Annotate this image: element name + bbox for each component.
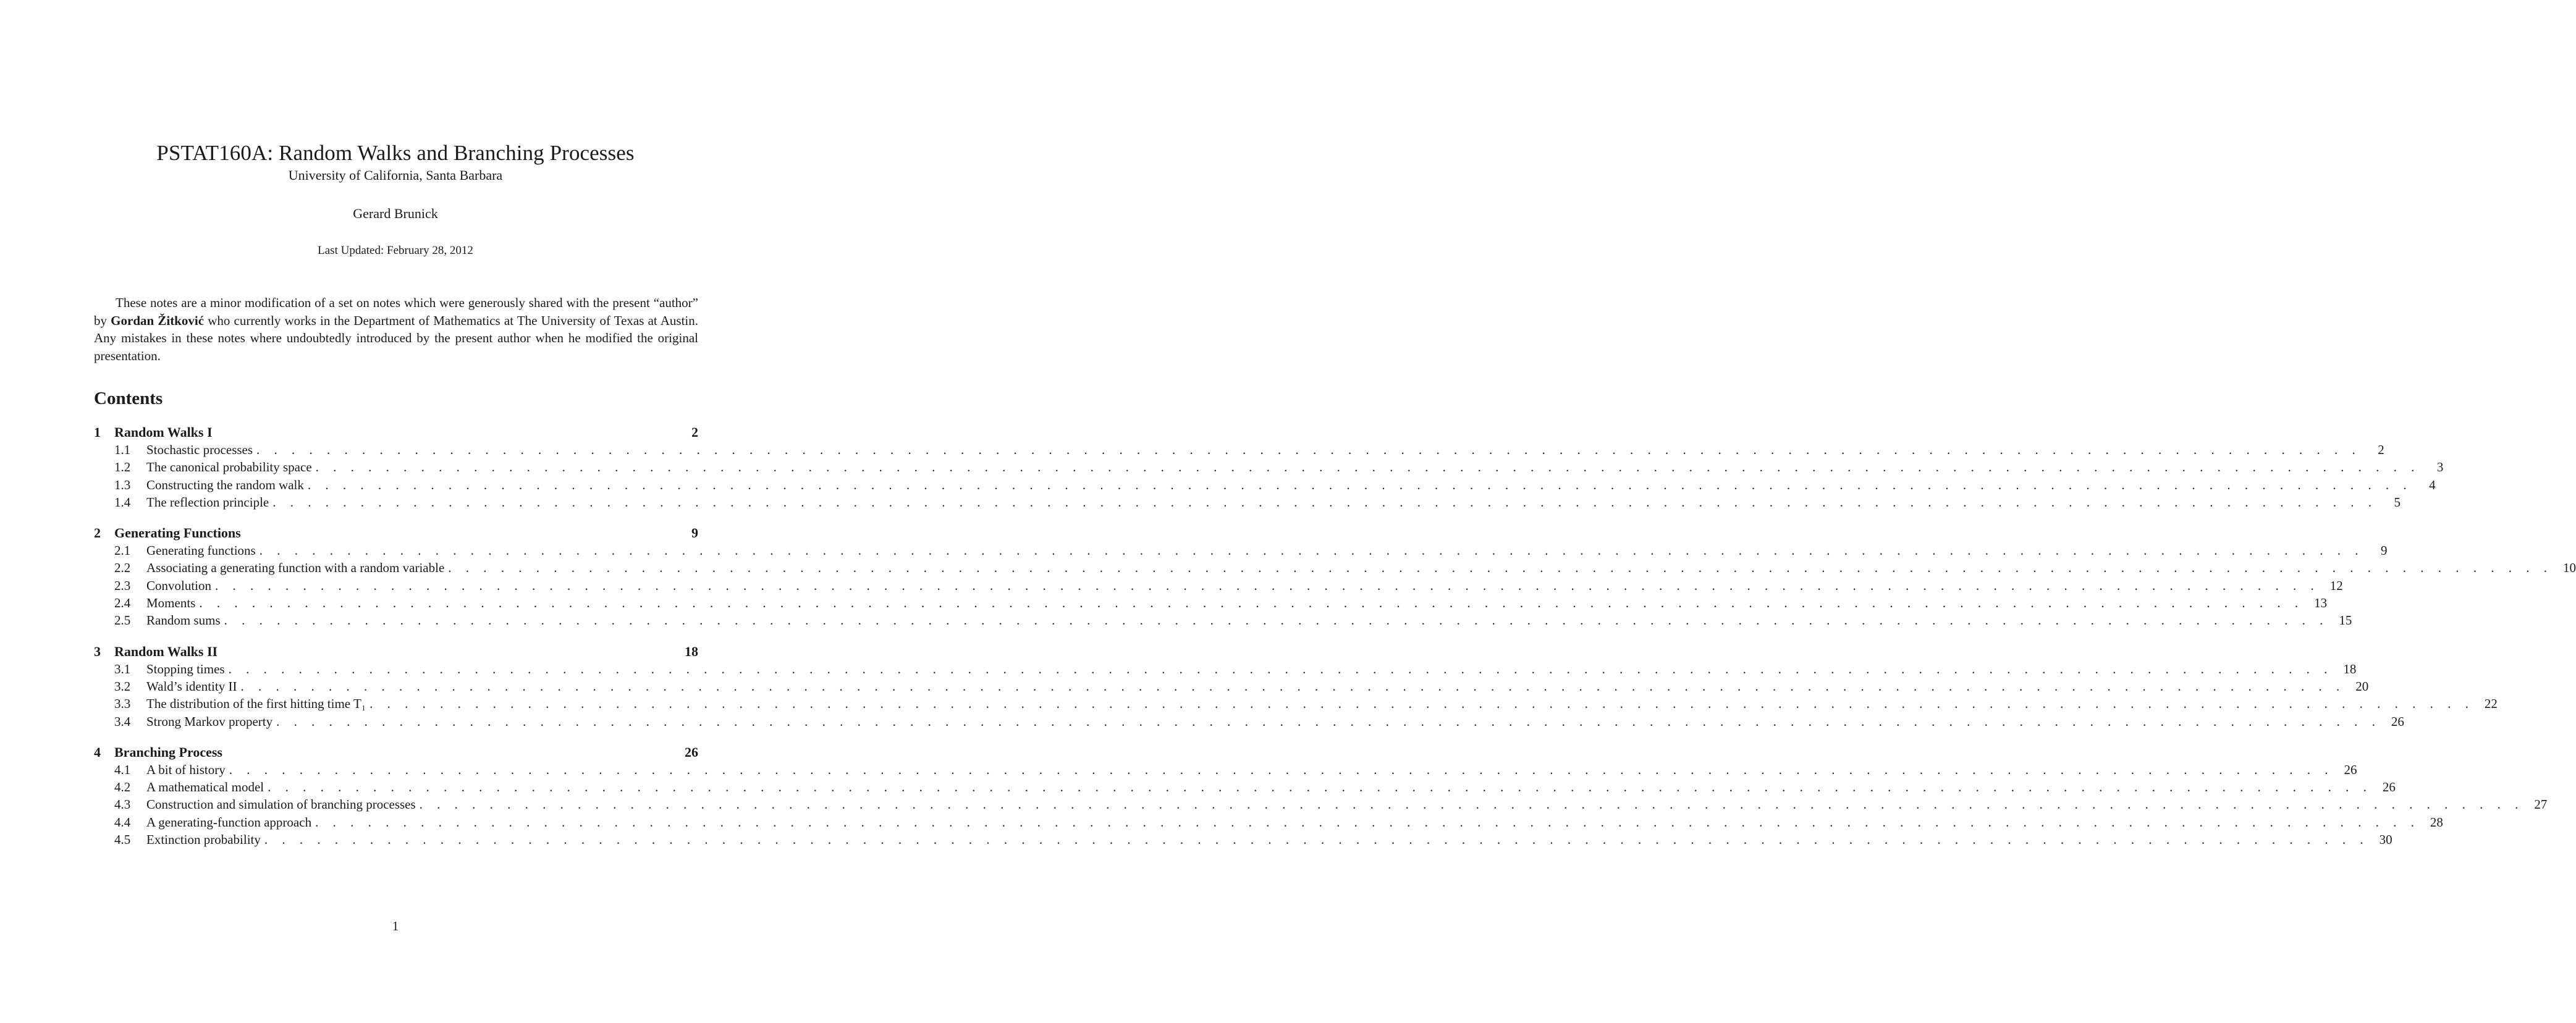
toc-section-number: 4.2 <box>114 780 131 795</box>
toc-section-number: 1.4 <box>114 494 131 510</box>
toc-section-number: 3.3 <box>114 696 131 712</box>
toc-section-row[interactable] <box>94 476 2436 494</box>
toc-section-title: Stopping times <box>146 661 225 676</box>
abstract <box>94 294 698 364</box>
toc-chapter-number: 4 <box>94 744 101 760</box>
toc-chapter-page: 9 <box>691 525 698 541</box>
toc-section-number: 2.5 <box>114 613 131 628</box>
toc-chapter-title: Branching Process <box>114 744 222 760</box>
toc-section-page: 22 <box>2484 696 2498 712</box>
toc-chapter-page: 2 <box>691 424 698 440</box>
toc-section-title: Convolution <box>146 578 212 593</box>
toc-section-row[interactable] <box>94 778 2396 796</box>
toc-dot-leader: . . . . . . . . . . . . . . . . . . . . . . . . . . . . . . . . . . . . . . . . . . . . . . . . . . . . . . . . . . . . . . . . . . . . . . . . . . . . . . . . . . . . . . . . . . . . . . . . . . . . . . . . . . . . . . . . . . . . . . . . <box>276 714 2381 729</box>
toc-section-page: 26 <box>2391 714 2404 729</box>
toc-section-row[interactable] <box>94 831 2392 848</box>
toc-chapter-title: Random Walks I <box>114 424 213 440</box>
toc-section-row[interactable] <box>94 678 2369 695</box>
toc-chapter-row[interactable] <box>94 744 698 761</box>
page-number: 1 <box>392 919 399 933</box>
toc-section-row[interactable] <box>94 542 2388 559</box>
abstract-text-1: These notes are a minor modification of a set on notes which were generously shared with the present “author” by <box>94 295 698 328</box>
toc-section-page: 3 <box>2436 460 2444 475</box>
toc-section-number: 4.1 <box>114 762 131 777</box>
toc-section-row[interactable] <box>94 660 2357 678</box>
toc-section-page: 5 <box>2394 494 2401 510</box>
document-author: Gerard Brunick <box>353 206 438 221</box>
toc-section-number: 4.3 <box>114 797 131 812</box>
toc-section-row[interactable] <box>94 577 2343 594</box>
toc-dot-leader: . . . . . . . . . . . . . . . . . . . . . . . . . . . . . . . . . . . . . . . . . . . . . . . . . . . . . . . . . . . . . . . . . . . . . . . . . . . . . . . . . . . . . . . . . . . . . . . . . . . . . . . . . . . . . . . . . . . . . . . . <box>199 596 2304 611</box>
toc-section-row[interactable] <box>94 761 2357 778</box>
toc-chapter-number: 3 <box>94 643 101 659</box>
toc-section-number: 1.2 <box>114 460 131 475</box>
toc-section-page: 28 <box>2430 814 2443 830</box>
toc-section-row[interactable] <box>94 594 2328 612</box>
toc-section-number: 1.1 <box>114 442 131 457</box>
toc-section-title: Moments <box>146 596 196 611</box>
abstract-paragraph <box>94 294 698 364</box>
toc-section-number: 1.3 <box>114 477 131 492</box>
toc-section-title: Generating functions <box>146 543 256 558</box>
toc-section-row[interactable] <box>94 695 2498 712</box>
toc-section-page: 26 <box>2344 762 2357 777</box>
toc-chapter-2 <box>94 524 2576 629</box>
toc-section-title: A mathematical model <box>146 780 264 795</box>
last-updated: Last Updated: February 28, 2012 <box>318 244 473 257</box>
toc-section-number: 3.2 <box>114 678 131 694</box>
toc-section-page: 4 <box>2429 477 2436 492</box>
toc-section-row[interactable] <box>94 796 2548 813</box>
toc-section-number: 3.4 <box>114 714 131 729</box>
toc-section-number: 2.4 <box>114 596 131 611</box>
toc-section-row[interactable] <box>94 458 2444 476</box>
toc-section-page: 30 <box>2379 832 2392 848</box>
toc-chapter-3 <box>94 643 2498 730</box>
toc-chapter-page: 18 <box>685 643 698 659</box>
toc-section-page: 20 <box>2355 678 2369 694</box>
toc-section-title: A bit of history <box>146 762 226 777</box>
toc-chapter-number: 1 <box>94 424 101 440</box>
toc-dot-leader: . . . . . . . . . . . . . . . . . . . . . . . . . . . . . . . . . . . . . . . . . . . . . . . . . . . . . . . . . . . . . . . . . . . . . . . . . . . . . . . . . . . . . . . . . . . . . . . . . . . . . . . . . . . . . . . . . . . . . . . . <box>307 477 2412 492</box>
abstract-bold-name: Gordan Žitković <box>111 313 205 328</box>
toc-dot-leader: . . . . . . . . . . . . . . . . . . . . . . . . . . . . . . . . . . . . . . . . . . . . . . . . . . . . . . . . . . . . . . . . . . . . . . . . . . . . . . . . . . . . . . . . . . . . . . . . . . . . . . . . . . . . . . . . . . . . . . . . <box>228 661 2333 676</box>
toc-section-page: 18 <box>2343 661 2357 676</box>
toc-section-page: 13 <box>2314 596 2328 611</box>
toc-dot-leader: . . . . . . . . . . . . . . . . . . . . . . . . . . . . . . . . . . . . . . . . . . . . . . . . . . . . . . . . . . . . . . . . . . . . . . . . . . . . . . . . . . . . . . . . . . . . . . . . . . . . . . . . . . . . . . . . . . . . . . . . <box>240 678 2346 694</box>
toc-section-title: A generating-function approach <box>146 814 312 830</box>
toc-section-page: 12 <box>2329 578 2343 593</box>
toc-section-title: Extinction probability <box>146 832 261 848</box>
toc-dot-leader: . . . . . . . . . . . . . . . . . . . . . . . . . . . . . . . . . . . . . . . . . . . . . . . . . . . . . . . . . . . . . . . . . . . . . . . . . . . . . . . . . . . . . . . . . . . . . . . . . . . . . . . . . . . . . . . . . . . . . . . . <box>419 797 2524 812</box>
toc-section-page: 10 <box>2563 560 2576 576</box>
toc-dot-leader: . . . . . . . . . . . . . . . . . . . . . . . . . . . . . . . . . . . . . . . . . . . . . . . . . . . . . . . . . . . . . . . . . . . . . . . . . . . . . . . . . . . . . . . . . . . . . . . . . . . . . . . . . . . . . . . . . . . . . . . . <box>315 814 2420 830</box>
toc-dot-leader: . . . . . . . . . . . . . . . . . . . . . . . . . . . . . . . . . . . . . . . . . . . . . . . . . . . . . . . . . . . . . . . . . . . . . . . . . . . . . . . . . . . . . . . . . . . . . . . . . . . . . . . . . . . . . . . . . . . . . . . . <box>224 613 2329 628</box>
toc-section-title: Construction and simulation of branching processes <box>146 797 416 812</box>
toc-section-title: Stochastic processes <box>146 442 253 457</box>
toc-section-row[interactable] <box>94 559 2576 576</box>
toc-dot-leader: . . . . . . . . . . . . . . . . . . . . . . . . . . . . . . . . . . . . . . . . . . . . . . . . . . . . . . . . . . . . . . . . . . . . . . . . . . . . . . . . . . . . . . . . . . . . . . . . . . . . . . . . . . . . . . . . . . . . . . . . <box>448 560 2553 576</box>
toc-section-number: 4.5 <box>114 832 131 848</box>
toc-section-page: 26 <box>2382 780 2396 795</box>
abstract-text-2: who currently works in the Department of Mathematics at The University of Texas at Austin. Any mistakes in these notes where undoubtedly introduced by the present author when he modified the original presentation. <box>94 313 699 363</box>
toc-section-title: Associating a generating function with a random variable <box>146 560 445 576</box>
toc-section-number: 2.3 <box>114 578 131 593</box>
toc-section-row[interactable] <box>94 441 2384 458</box>
document-title: PSTAT160A: Random Walks and Branching Processes <box>156 141 635 165</box>
toc-dot-leader: . . . . . . . . . . . . . . . . . . . . . . . . . . . . . . . . . . . . . . . . . . . . . . . . . . . . . . . . . . . . . . . . . . . . . . . . . . . . . . . . . . . . . . . . . . . . . . . . . . . . . . . . . . . . . . . . . . . . . . . . <box>259 543 2364 558</box>
contents-heading: Contents <box>94 389 163 408</box>
toc-section-title: Constructing the random walk <box>146 477 304 492</box>
toc-chapter-title: Generating Functions <box>114 525 241 541</box>
toc-chapter-4 <box>94 744 2548 848</box>
toc-dot-leader: . . . . . . . . . . . . . . . . . . . . . . . . . . . . . . . . . . . . . . . . . . . . . . . . . . . . . . . . . . . . . . . . . . . . . . . . . . . . . . . . . . . . . . . . . . . . . . . . . . . . . . . . . . . . . . . . . . . . . . . . <box>370 696 2474 712</box>
document-subtitle: University of California, Santa Barbara <box>288 167 503 183</box>
toc-section-title: Random sums <box>146 613 221 628</box>
toc-section-row[interactable] <box>94 612 2352 629</box>
toc-section-title: Strong Markov property <box>146 714 273 729</box>
toc-dot-leader: . . . . . . . . . . . . . . . . . . . . . . . . . . . . . . . . . . . . . . . . . . . . . . . . . . . . . . . . . . . . . . . . . . . . . . . . . . . . . . . . . . . . . . . . . . . . . . . . . . . . . . . . . . . . . . . . . . . . . . . . <box>315 460 2420 475</box>
toc-section-title: Wald’s identity II <box>146 678 237 694</box>
toc-section-title: The distribution of the first hitting time T₁ <box>146 696 366 712</box>
toc-section-row[interactable] <box>94 713 2404 730</box>
toc-section-title: The reflection principle <box>146 494 269 510</box>
toc-section-page: 27 <box>2534 797 2548 812</box>
toc-section-row[interactable] <box>94 494 2401 511</box>
toc-chapter-page: 26 <box>685 744 698 760</box>
toc-chapter-row[interactable] <box>94 643 698 660</box>
toc-dot-leader: . . . . . . . . . . . . . . . . . . . . . . . . . . . . . . . . . . . . . . . . . . . . . . . . . . . . . . . . . . . . . . . . . . . . . . . . . . . . . . . . . . . . . . . . . . . . . . . . . . . . . . . . . . . . . . . . . . . . . . . . <box>229 762 2334 777</box>
toc-dot-leader: . . . . . . . . . . . . . . . . . . . . . . . . . . . . . . . . . . . . . . . . . . . . . . . . . . . . . . . . . . . . . . . . . . . . . . . . . . . . . . . . . . . . . . . . . . . . . . . . . . . . . . . . . . . . . . . . . . . . . . . . <box>272 494 2377 510</box>
toc-chapter-title: Random Walks II <box>114 643 218 659</box>
toc-section-number: 4.4 <box>114 814 131 830</box>
toc-section-page: 9 <box>2380 543 2388 558</box>
toc-dot-leader: . . . . . . . . . . . . . . . . . . . . . . . . . . . . . . . . . . . . . . . . . . . . . . . . . . . . . . . . . . . . . . . . . . . . . . . . . . . . . . . . . . . . . . . . . . . . . . . . . . . . . . . . . . . . . . . . . . . . . . . . <box>268 780 2372 795</box>
toc-chapter-row[interactable] <box>94 524 698 542</box>
toc-section-number: 2.1 <box>114 543 131 558</box>
toc-section-row[interactable] <box>94 814 2443 831</box>
toc-dot-leader: . . . . . . . . . . . . . . . . . . . . . . . . . . . . . . . . . . . . . . . . . . . . . . . . . . . . . . . . . . . . . . . . . . . . . . . . . . . . . . . . . . . . . . . . . . . . . . . . . . . . . . . . . . . . . . . . . . . . . . . . <box>215 578 2320 593</box>
toc-section-number: 3.1 <box>114 661 131 676</box>
toc-section-number: 2.2 <box>114 560 131 576</box>
toc-dot-leader: . . . . . . . . . . . . . . . . . . . . . . . . . . . . . . . . . . . . . . . . . . . . . . . . . . . . . . . . . . . . . . . . . . . . . . . . . . . . . . . . . . . . . . . . . . . . . . . . . . . . . . . . . . . . . . . . . . . . . . . . <box>256 442 2361 457</box>
table-of-contents <box>94 424 2576 848</box>
toc-chapter-1 <box>94 424 2444 511</box>
toc-chapter-number: 2 <box>94 525 101 541</box>
toc-section-page: 15 <box>2339 613 2352 628</box>
toc-section-title: The canonical probability space <box>146 460 312 475</box>
toc-chapter-row[interactable] <box>94 424 698 441</box>
toc-section-page: 2 <box>2378 442 2384 457</box>
toc-dot-leader: . . . . . . . . . . . . . . . . . . . . . . . . . . . . . . . . . . . . . . . . . . . . . . . . . . . . . . . . . . . . . . . . . . . . . . . . . . . . . . . . . . . . . . . . . . . . . . . . . . . . . . . . . . . . . . . . . . . . . . . . <box>264 832 2369 848</box>
